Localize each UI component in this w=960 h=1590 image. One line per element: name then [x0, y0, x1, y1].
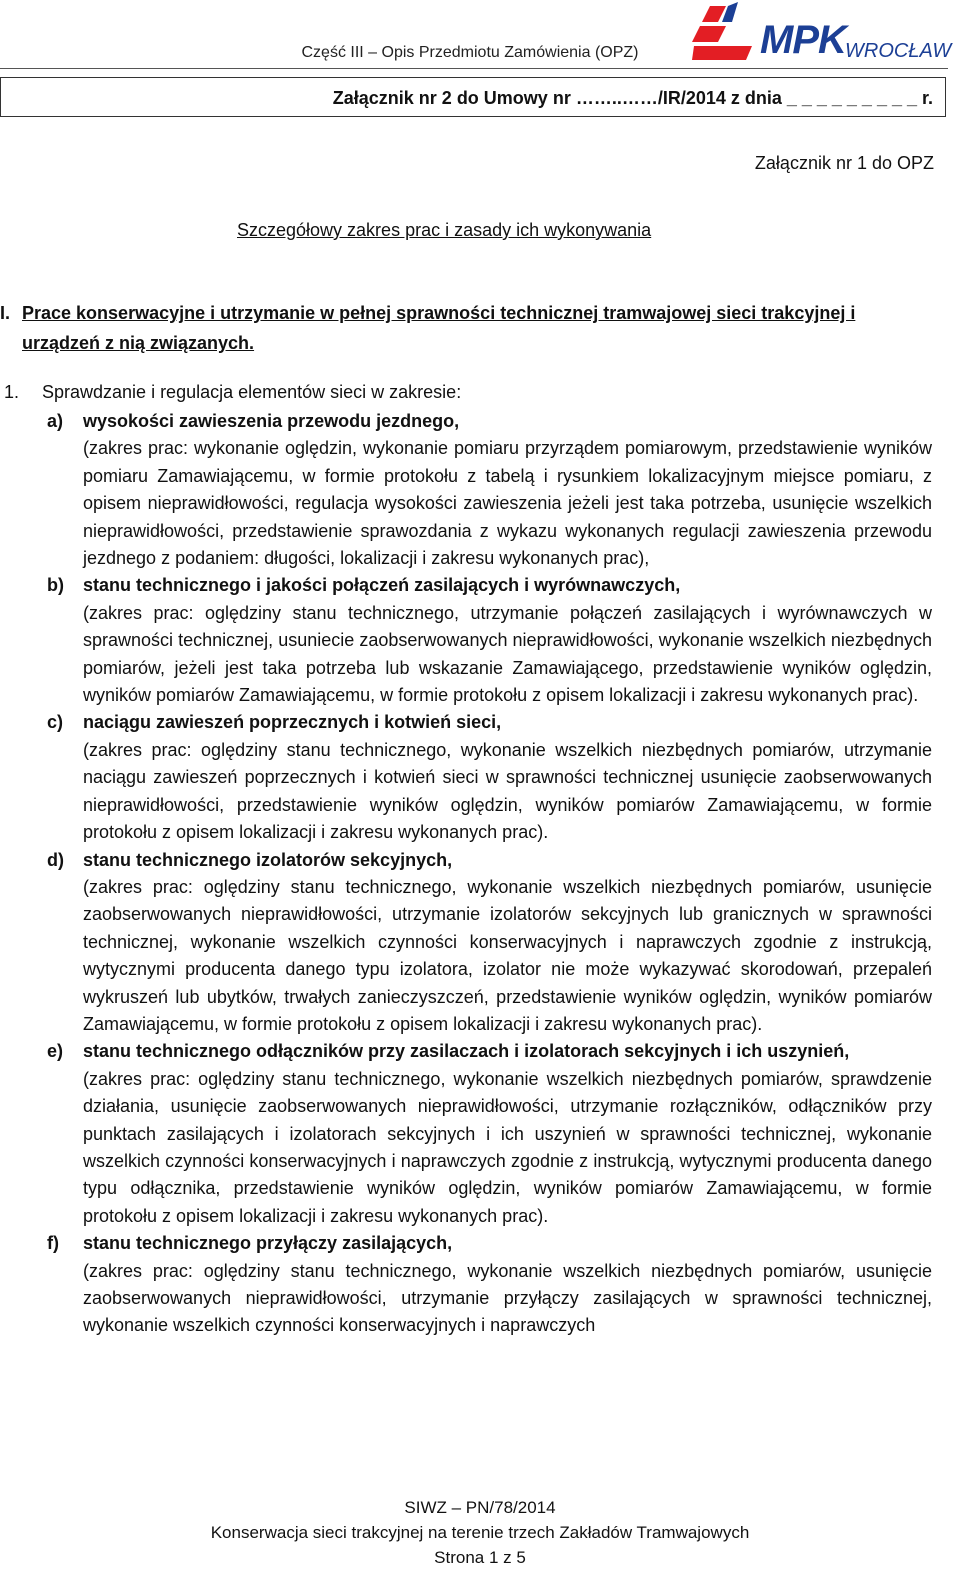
item-letter: c): [47, 712, 64, 733]
item-body: (zakres prac: oględziny stanu technicznego, wykonanie wszelkich niezbędnych pomiarów, sprawdzenie działania, usunięcie zaobserwowanych nieprawidłowości, utrzymanie rozłączników, odłączników przy punktach zasilających i izolatorach sekcyjnych i ich uszynień w sprawności technicznej, wykonanie wszelkich czynności konserwacyjnych i naprawczych zgodnie z instrukcją, wytycznymi producenta danego typu odłącznika, przedstawienie wyników oględzin, wyników pomiarów Zamawiającemu, w formie protokołu z opisem lokalizacji i zakresu wykonanych prac).: [83, 1068, 932, 1226]
item-body: (zakres prac: oględziny stanu technicznego, wykonanie wszelkich niezbędnych pomiarów, usunięcie zaobserwowanych nieprawidłowości, utrzymanie przyłączy zasilających w sprawności technicznej, wykonanie wszelkich czynności konserwacyjnych i naprawczych: [83, 1260, 932, 1336]
item-letter: d): [47, 849, 64, 870]
item-body: (zakres prac: wykonanie oględzin, wykonanie pomiaru przyrządem pomiarowym, przedstawienie wyników pomiaru Zamawiającemu, w formie protokołu z tabelą i rysunkiem lokalizacyjnym miejsce pomiaru, z opisem nieprawidłowości, regulacja wysokości zawieszenia jeżeli jest taka potrzeba, usunięcie wszelkich nieprawidłowości, przedstawienie sprawozdania z wykazu wykonanych regulacji zawieszenia przewodu jezdnego z podaniem: długości, lokalizacji i zakresu wykonanych prac),: [83, 438, 932, 569]
point-1-number: 1.: [4, 382, 20, 402]
logo-mpk-text: MPK: [760, 18, 846, 62]
item-letter: e): [47, 1041, 64, 1062]
header-text: Część III – Opis Przedmiotu Zamówienia (OPZ): [301, 44, 639, 61]
list-item: [0, 1038, 960, 1230]
items-list: [0, 408, 960, 1340]
header-divider: [0, 68, 948, 69]
list-item: [0, 709, 960, 846]
logo-city-text: WROCŁAW: [845, 40, 952, 62]
list-item: [0, 847, 960, 1039]
annex-box-text: Załącznik nr 2 do Umowy nr ……..……/IR/2014 z dnia _ _ _ _ _ _ _ _ _ r.: [332, 88, 933, 108]
annex1-label: Załącznik nr 1 do OPZ: [754, 153, 934, 173]
item-body: (zakres prac: oględziny stanu technicznego, wykonanie wszelkich niezbędnych pomiarów, usunięcie zaobserwowanych nieprawidłowości, utrzymanie izolatorów sekcyjnych lub granicznych w sprawności technicznej, wykonanie wszelkich czynności konserwacyjnych i naprawczych zgodnie z instrukcją, wytycznymi producenta danego typu izolatora, izolator nie może wykazywać skorodowań, przepaleń wykruszeń lub ubytków, trwałych zanieczyszczeń, przedstawienie wyników oględzin, wyników pomiarów Zamawiającemu, w formie protokołu z opisem lokalizacji i zakresu wykonanych prac).: [83, 876, 932, 1034]
point-1-text: Sprawdzanie i regulacja elementów sieci w zakresie:: [42, 382, 462, 402]
item-letter: a): [47, 411, 64, 431]
section-heading: [0, 298, 936, 358]
item-heading: naciągu zawieszeń poprzecznych i kotwień sieci,: [83, 712, 502, 733]
section-number: I.: [0, 303, 11, 323]
footer-page-number: Strona 1 z 5: [434, 1548, 526, 1567]
item-heading: wysokości zawieszenia przewodu jezdnego,: [83, 411, 460, 431]
item-body: (zakres prac: oględziny stanu technicznego, utrzymanie połączeń zasilających i wyrównawczych w sprawności technicznej, usuniecie zaobserwowanych nieprawidłowości, wykonanie wszelkich niezbędnych pomiarów, jeżeli jest taka potrzeba lub wskazanie Zamawiającego, przedstawienie wyników oględzin, wyników pomiarów Zamawiającemu, w formie protokołu z opisem lokalizacji i zakresu wykonanych prac).: [83, 602, 932, 706]
item-letter: b): [47, 575, 64, 596]
list-item: [0, 408, 960, 572]
item-heading: stanu technicznego izolatorów sekcyjnych,: [83, 849, 453, 870]
document-title: Szczegółowy zakres prac i zasady ich wykonywania: [237, 220, 652, 240]
mpk-logo-icon: [692, 2, 762, 68]
list-item: [0, 1230, 960, 1340]
list-item: [0, 572, 960, 709]
annex-box: [0, 77, 946, 117]
section-text: Prace konserwacyjne i utrzymanie w pełnej sprawności technicznej tramwajowej sieci trakcyjnej i urządzeń z nią związanych.: [22, 303, 856, 353]
item-letter: f): [47, 1233, 59, 1254]
mpk-wroclaw-logo: [692, 2, 952, 68]
item-heading: stanu technicznego i jakości połączeń zasilających i wyrównawczych,: [83, 575, 681, 596]
item-body: (zakres prac: oględziny stanu technicznego, wykonanie wszelkich niezbędnych pomiarów, utrzymanie naciągu zawieszeń poprzecznych i kotwień sieci w sprawności technicznej usunięcie zaobserwowanych nieprawidłowości, przedstawienie wyników oględzin, wyników pomiarów Zamawiającemu, w formie protokołu z opisem lokalizacji i zakresu wykonanych prac).: [83, 739, 932, 843]
item-heading: stanu technicznego odłączników przy zasilaczach i izolatorach sekcyjnych i ich uszynień,: [83, 1041, 850, 1062]
footer-line-2: Konserwacja sieci trakcyjnej na terenie trzech Zakładów Tramwajowych: [210, 1523, 750, 1542]
item-heading: stanu technicznego przyłączy zasilających,: [83, 1233, 453, 1254]
footer-line-1: SIWZ – PN/78/2014: [404, 1498, 556, 1517]
